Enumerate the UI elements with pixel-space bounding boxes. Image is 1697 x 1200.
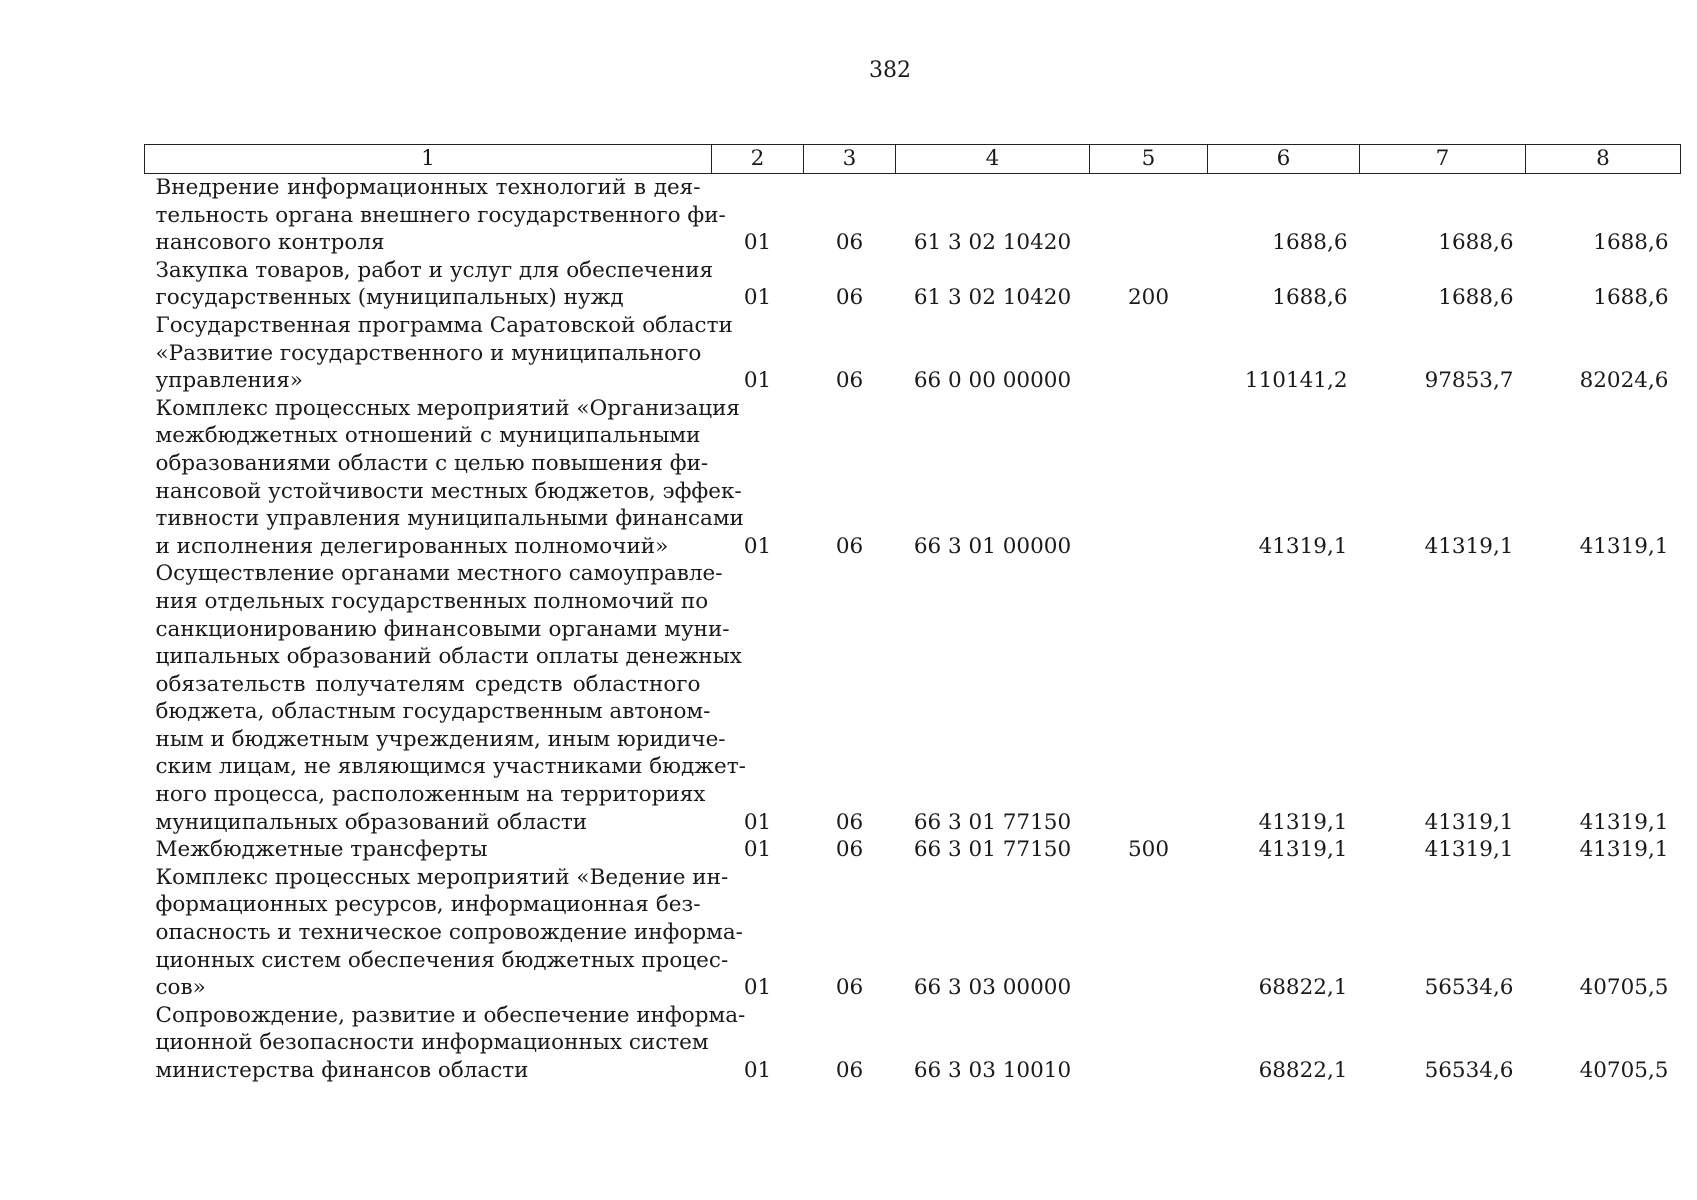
description-line: ционных систем обеспечения бюджетных процес- <box>155 947 729 973</box>
amount-col-8-value: 82024,6 <box>1579 368 1669 394</box>
amount-col-8-value: 40705,5 <box>1579 1058 1669 1083</box>
section-code-value: 01 <box>743 533 772 559</box>
amount-col-7 <box>1360 257 1526 312</box>
target-article-code-value: 66 3 01 00000 <box>913 533 1072 559</box>
amount-col-8 <box>1526 174 1681 257</box>
description-line: тельность органа внешнего государственного фи- <box>155 202 726 228</box>
section-code <box>712 257 804 312</box>
amount-col-6 <box>1208 1002 1360 1085</box>
amount-col-7-value: 56534,6 <box>1424 1058 1514 1083</box>
section-code-value: 01 <box>743 837 772 863</box>
expense-type-code <box>1090 257 1208 312</box>
amount-col-7-value: 41319,1 <box>1424 533 1514 559</box>
section-code-value: 01 <box>743 285 772 311</box>
description-line: муниципальных образований области <box>155 809 588 835</box>
subsection-code <box>804 560 896 836</box>
subsection-code <box>804 312 896 395</box>
description-line: ционной безопасности информационных систем <box>155 1030 709 1056</box>
target-article-code-value: 66 3 01 77150 <box>913 809 1072 835</box>
description-line: министерства финансов области <box>155 1058 529 1083</box>
section-code <box>712 836 804 864</box>
amount-col-7 <box>1360 836 1526 864</box>
row-description <box>145 257 712 312</box>
amount-col-6-value: 41319,1 <box>1258 533 1348 559</box>
description-line: межбюджетных отношений с муниципальными <box>155 423 701 449</box>
expense-type-code <box>1090 560 1208 836</box>
amount-col-8 <box>1526 312 1681 395</box>
description-line: Комплекс процессных мероприятий «Ведение ин- <box>155 864 729 890</box>
amount-col-8 <box>1526 560 1681 836</box>
expense-type-code <box>1090 836 1208 864</box>
target-article-code <box>896 174 1090 257</box>
table-row <box>145 312 1681 395</box>
description-line: государственных (муниципальных) нужд <box>155 285 624 311</box>
target-article-code <box>896 836 1090 864</box>
description-line: Осуществление органами местного самоуправле- <box>155 561 723 587</box>
row-description <box>145 560 746 836</box>
table-row <box>145 1002 1681 1085</box>
subsection-code <box>804 836 896 864</box>
amount-col-7 <box>1360 174 1526 257</box>
amount-col-6 <box>1208 864 1360 1002</box>
description-line: обязательств получателям средств областного <box>155 671 701 697</box>
amount-col-7 <box>1360 395 1526 561</box>
description-line: нансового контроля <box>155 230 385 256</box>
target-article-code <box>896 257 1090 312</box>
expense-type-code <box>1090 864 1208 1002</box>
target-article-code <box>896 864 1090 1002</box>
amount-col-6-value: 68822,1 <box>1258 975 1348 1001</box>
expense-type-code-value <box>1090 367 1208 395</box>
subsection-code-value: 06 <box>835 975 864 1001</box>
description-line: сов» <box>155 975 206 1001</box>
description-line: ния отдельных государственных полномочий по <box>155 588 709 614</box>
header-cell-6: 6 <box>1208 145 1360 174</box>
header-cell-8: 8 <box>1526 145 1681 174</box>
header-cell-5: 5 <box>1090 145 1208 174</box>
section-code-value: 01 <box>743 975 772 1001</box>
target-article-code-value: 66 0 00 00000 <box>913 368 1072 394</box>
amount-col-8-value: 41319,1 <box>1579 837 1669 863</box>
amount-col-6 <box>1208 257 1360 312</box>
amount-col-6 <box>1208 395 1360 561</box>
amount-col-6-value: 41319,1 <box>1258 809 1348 835</box>
subsection-code <box>804 395 896 561</box>
target-article-code <box>896 395 1090 561</box>
amount-col-7 <box>1360 560 1526 836</box>
table-row <box>145 257 1681 312</box>
table-header-row <box>145 145 1681 174</box>
amount-col-6 <box>1208 174 1360 257</box>
section-code-value: 01 <box>743 809 772 835</box>
amount-col-8-value: 41319,1 <box>1579 809 1669 835</box>
description-line: ским лицам, не являющимся участниками бюджет- <box>155 754 746 780</box>
subsection-code <box>804 174 896 257</box>
target-article-code <box>896 312 1090 395</box>
header-cell-7: 7 <box>1360 145 1526 174</box>
amount-col-8-value: 1688,6 <box>1593 285 1669 311</box>
table-row <box>145 836 1681 864</box>
budget-table <box>144 144 1681 1085</box>
amount-col-8 <box>1526 836 1681 864</box>
target-article-code-value: 66 3 01 77150 <box>913 837 1072 863</box>
target-article-code <box>896 560 1090 836</box>
expense-type-code-value: 500 <box>1127 837 1170 863</box>
subsection-code <box>804 1002 896 1085</box>
description-line: и исполнения делегированных полномочий» <box>155 533 669 559</box>
description-line: ного процесса, расположенным на территориях <box>155 782 706 808</box>
expense-type-code <box>1090 312 1208 395</box>
amount-col-7 <box>1360 312 1526 395</box>
header-cell-4: 4 <box>896 145 1090 174</box>
section-code-value: 01 <box>743 1058 772 1083</box>
section-code-value: 01 <box>743 230 772 256</box>
amount-col-6-value: 1688,6 <box>1272 285 1348 311</box>
amount-col-8 <box>1526 257 1681 312</box>
description-line: тивности управления муниципальными финансами <box>155 506 744 532</box>
section-code-value: 01 <box>743 368 772 394</box>
row-description <box>145 836 712 864</box>
expense-type-code-value <box>1090 1057 1208 1085</box>
table-row <box>145 560 1681 836</box>
description-line: санкционированию финансовыми органами муни- <box>155 616 730 642</box>
expense-type-code <box>1090 174 1208 257</box>
amount-col-7 <box>1360 1002 1526 1085</box>
subsection-code-value: 06 <box>835 1058 864 1083</box>
header-cell-2: 2 <box>712 145 804 174</box>
description-line: Закупка товаров, работ и услуг для обеспечения <box>155 257 714 283</box>
table-row <box>145 864 1681 1002</box>
amount-col-6-value: 68822,1 <box>1258 1058 1348 1083</box>
target-article-code-value: 66 3 03 00000 <box>913 975 1072 1001</box>
page-number: 382 <box>869 58 911 83</box>
subsection-code-value: 06 <box>835 285 864 311</box>
expense-type-code <box>1090 395 1208 561</box>
amount-col-6-value: 41319,1 <box>1258 837 1348 863</box>
row-description <box>145 864 743 1002</box>
amount-col-7-value: 41319,1 <box>1424 809 1514 835</box>
amount-col-6-value: 1688,6 <box>1272 230 1348 256</box>
amount-col-8-value: 1688,6 <box>1593 230 1669 256</box>
description-line: ным и бюджетным учреждениям, иным юридиче- <box>155 726 726 752</box>
amount-col-6-value: 110141,2 <box>1244 368 1348 394</box>
description-line: бюджета, областным государственным автоном- <box>155 699 711 725</box>
subsection-code <box>804 257 896 312</box>
expense-type-code <box>1090 1002 1208 1085</box>
description-line: Внедрение информационных технологий в дея- <box>155 175 701 200</box>
expense-type-code-value <box>1090 229 1208 257</box>
description-line: Государственная программа Саратовской области <box>155 312 733 338</box>
expense-type-code-value <box>1090 809 1208 837</box>
row-description <box>145 312 733 395</box>
amount-col-7-value: 56534,6 <box>1424 975 1514 1001</box>
description-line: формационных ресурсов, информационная без- <box>155 892 701 918</box>
amount-col-8 <box>1526 1002 1681 1085</box>
subsection-code <box>804 864 896 1002</box>
row-description <box>145 395 744 561</box>
amount-col-7-value: 1688,6 <box>1438 285 1514 311</box>
row-description <box>145 1002 746 1085</box>
amount-col-8-value: 41319,1 <box>1579 533 1669 559</box>
target-article-code <box>896 1002 1090 1085</box>
amount-col-7-value: 41319,1 <box>1424 837 1514 863</box>
amount-col-7-value: 97853,7 <box>1424 368 1514 394</box>
amount-col-6 <box>1208 836 1360 864</box>
expense-type-code-value <box>1090 533 1208 561</box>
table-body <box>145 174 1681 1085</box>
section-code <box>712 560 804 836</box>
description-line: образованиями области с целью повышения фи- <box>155 450 709 476</box>
description-line: «Развитие государственного и муниципального <box>155 340 702 366</box>
subsection-code-value: 06 <box>835 368 864 394</box>
expense-type-code-value: 200 <box>1127 285 1170 311</box>
target-article-code-value: 61 3 02 10420 <box>913 285 1072 311</box>
subsection-code-value: 06 <box>835 230 864 256</box>
description-line: нансовой устойчивости местных бюджетов, эффек- <box>155 478 742 504</box>
target-article-code-value: 66 3 03 10010 <box>913 1058 1072 1083</box>
description-line: опасность и техническое сопровождение информа- <box>155 920 743 946</box>
description-line: Межбюджетные трансферты <box>155 837 488 863</box>
table-row <box>145 174 1681 257</box>
header-cell-1: 1 <box>145 145 712 174</box>
row-description <box>145 174 726 257</box>
header-cell-3: 3 <box>804 145 896 174</box>
description-line: Сопровождение, развитие и обеспечение информа- <box>155 1002 746 1028</box>
target-article-code-value: 61 3 02 10420 <box>913 230 1072 256</box>
description-line: управления» <box>155 368 303 394</box>
amount-col-8-value: 40705,5 <box>1579 975 1669 1001</box>
table-row <box>145 395 1681 561</box>
amount-col-6 <box>1208 560 1360 836</box>
subsection-code-value: 06 <box>835 533 864 559</box>
amount-col-8 <box>1526 395 1681 561</box>
description-line: Комплекс процессных мероприятий «Организация <box>155 395 740 421</box>
amount-col-8 <box>1526 864 1681 1002</box>
description-line: ципальных образований области оплаты денежных <box>155 644 742 670</box>
amount-col-7 <box>1360 864 1526 1002</box>
subsection-code-value: 06 <box>835 837 864 863</box>
amount-col-6 <box>1208 312 1360 395</box>
subsection-code-value: 06 <box>835 809 864 835</box>
amount-col-7-value: 1688,6 <box>1438 230 1514 256</box>
expense-type-code-value <box>1090 974 1208 1002</box>
